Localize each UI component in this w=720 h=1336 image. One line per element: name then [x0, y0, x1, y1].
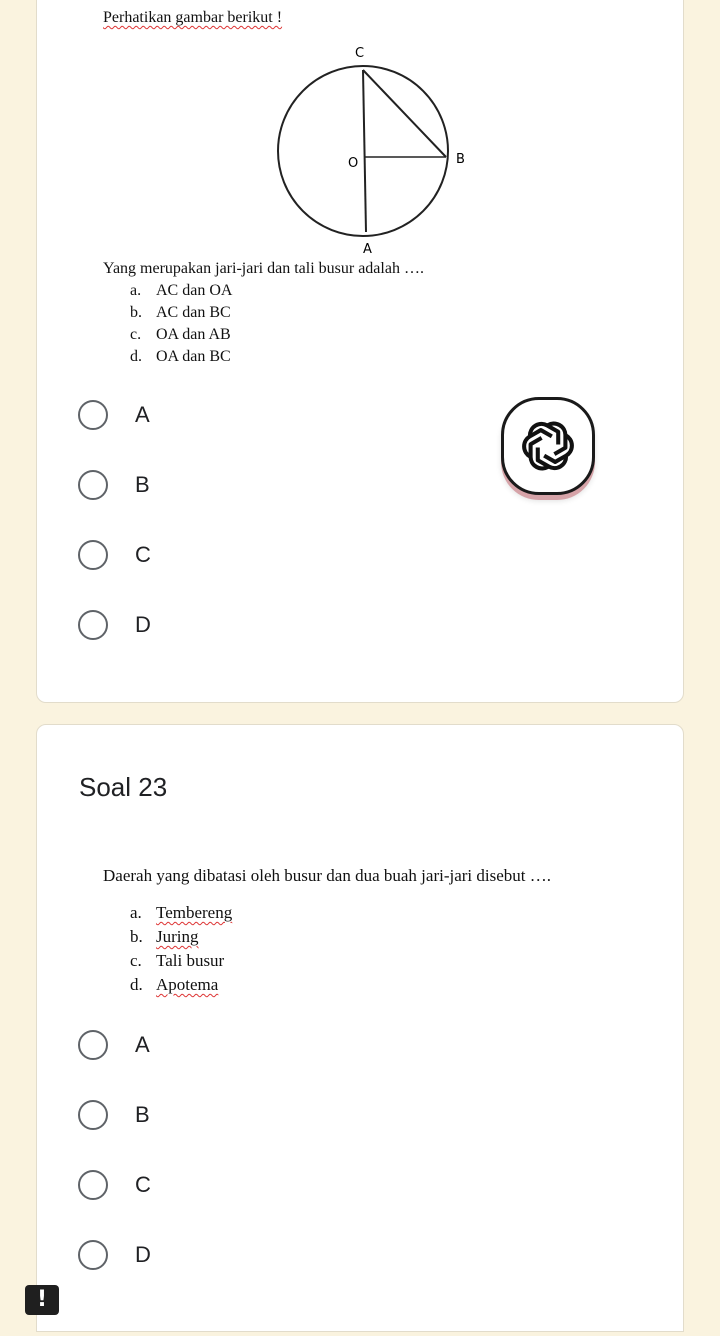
ai-assistant-button[interactable] — [501, 397, 595, 495]
openai-logo-icon — [519, 417, 577, 475]
question-title: Soal 23 — [79, 772, 168, 802]
radio-button[interactable] — [78, 470, 108, 500]
radio-button[interactable] — [78, 540, 108, 570]
choice-item: c. Tali busur — [130, 951, 225, 970]
q1-option-b[interactable]: B — [78, 465, 150, 505]
question-2-choices — [130, 903, 232, 999]
chord-ca — [363, 70, 366, 232]
chord-cb — [363, 70, 446, 157]
radio-button[interactable] — [78, 1240, 108, 1270]
label-o: O — [348, 156, 359, 171]
q1-option-c[interactable]: C — [78, 535, 151, 575]
radio-button[interactable] — [78, 1030, 108, 1060]
choice-item: b. AC dan BC — [130, 304, 231, 321]
q2-option-a[interactable]: A — [78, 1025, 150, 1065]
label-b: B — [456, 152, 465, 167]
q2-option-c[interactable]: C — [78, 1165, 151, 1205]
question-1-text: Yang merupakan jari-jari dan tali busur adalah …. — [103, 260, 424, 277]
radio-button[interactable] — [78, 1170, 108, 1200]
alert-icon[interactable]: ! — [25, 1285, 59, 1315]
q2-option-b[interactable]: B — [78, 1095, 150, 1135]
label-a: A — [363, 242, 372, 257]
question-1-choices — [130, 282, 232, 370]
radio-button[interactable] — [78, 1100, 108, 1130]
q1-option-d[interactable]: D — [78, 605, 151, 645]
q1-option-a[interactable]: A — [78, 395, 150, 435]
circle-figure — [270, 40, 480, 258]
radio-button[interactable] — [78, 400, 108, 430]
label-c: C — [355, 46, 365, 61]
choice-item: a. Tembereng — [130, 903, 233, 922]
radio-button[interactable] — [78, 610, 108, 640]
choice-item: c. OA dan AB — [130, 326, 231, 343]
choice-item: b. Juring — [130, 927, 199, 946]
choice-item: d. OA dan BC — [130, 348, 231, 365]
choice-item: d. Apotema — [130, 975, 219, 994]
choice-item: a. AC dan OA — [130, 282, 233, 299]
question-2-text: Daerah yang dibatasi oleh busur dan dua buah jari-jari disebut …. — [103, 866, 552, 885]
q2-option-d[interactable]: D — [78, 1235, 151, 1275]
question-intro: Perhatikan gambar berikut ! — [103, 9, 283, 26]
